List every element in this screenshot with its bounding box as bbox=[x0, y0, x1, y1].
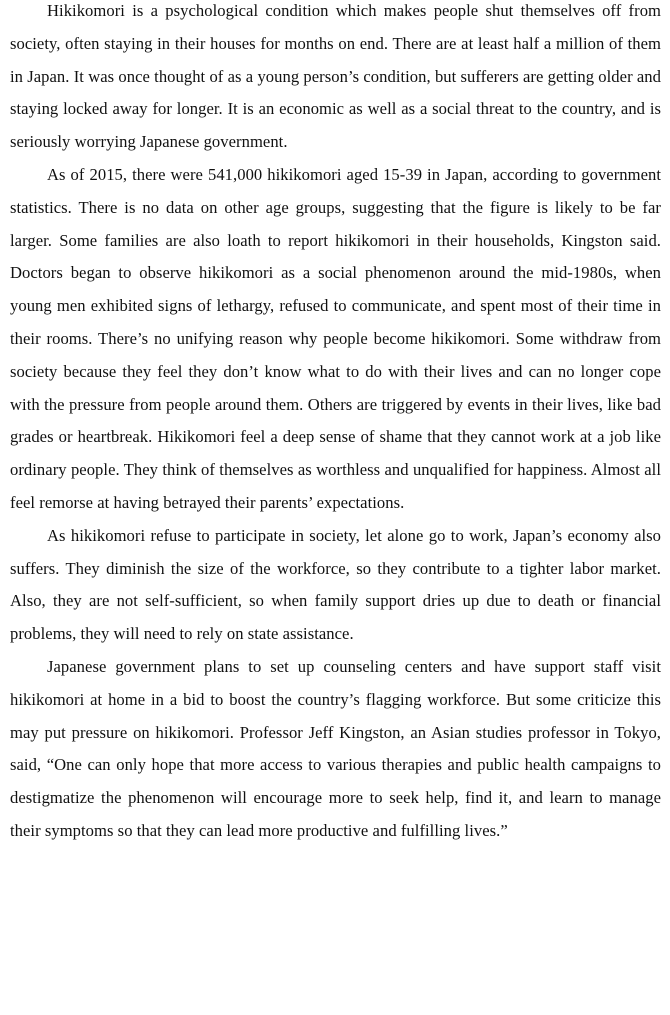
paragraph-4: Japanese government plans to set up counseling centers and have support staff visit hikikomori at home in a bid to boost the country’s flagging workforce. But some criticize this may put pressure on hikikomori. Professor Jeff Kingston, an Asian studies professor in Tokyo, said, “One can only hope that more access to various therapies and public health campaigns to destigmatize the phenomenon will encourage more to seek help, find it, and learn to manage their symptoms so that they can lead more productive and fulfilling lives.” bbox=[10, 656, 661, 840]
paragraph-2: As of 2015, there were 541,000 hikikomori aged 15-39 in Japan, according to government statistics. There is no data on other age groups, suggesting that the figure is likely to be far larger. Some families are also loath to report hikikomori in their households, Kingston said. Doctors began to observe hikikomori as a social phenomenon around the mid-1980s, when young men exhibited signs of lethargy, refused to communicate, and spent most of their time in their rooms. There’s no unifying reason why people become hikikomori. Some withdraw from society because they feel they don’t know what to do with their lives and can no longer cope with the pressure from people around them. Others are triggered by events in their lives, like bad grades or heartbreak. Hikikomori feel a deep sense of shame that they cannot work at a job like ordinary people. They think of themselves as worthless and unqualified for happiness. Almost all feel remorse at having betrayed their parents’ expectations. bbox=[10, 164, 661, 512]
paragraph-1: Hikikomori is a psychological condition which makes people shut themselves off from society, often staying in their houses for months on end. There are at least half a million of them in Japan. It was once thought of as a young person’s condition, but sufferers are getting older and staying locked away for longer. It is an economic as well as a social threat to the country, and is seriously worrying Japanese government. bbox=[10, 1, 661, 152]
paragraph-3: As hikikomori refuse to participate in society, let alone go to work, Japan’s economy also suffers. They diminish the size of the workforce, so they contribute to a tighter labor market. Also, they are not self-sufficient, so when family support dries up due to death or financial problems, they will need to rely on state assistance. bbox=[10, 525, 661, 644]
